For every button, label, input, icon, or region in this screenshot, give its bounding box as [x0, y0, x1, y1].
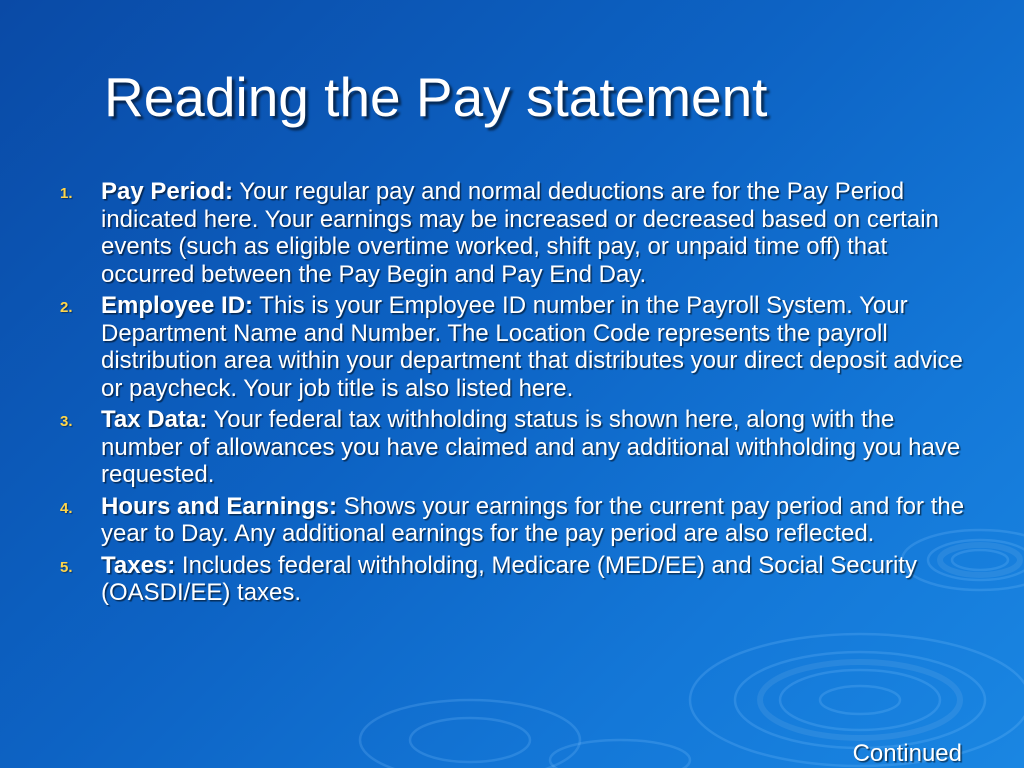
item-number: 2.	[60, 299, 73, 316]
list-item	[0, 552, 981, 607]
item-description: Shows your earnings for the current pay period and for the year to Day. Any additional earnings for the pay period are also reflected.	[101, 492, 965, 547]
item-term: Tax Data:	[101, 406, 208, 433]
list-item	[0, 406, 981, 489]
list-item	[0, 292, 981, 402]
item-description: This is your Employee ID number in the Payroll System. Your Department Name and Number. The Location Code represents the payroll distribution area within your department that distributes your direct deposit advice or paycheck. Your job title is also listed here.	[101, 292, 963, 402]
list-item	[0, 493, 981, 548]
item-description: Your regular pay and normal deductions are for the Pay Period indicated here. Your earnings may be increased or decreased based on certain events (such as eligible overtime worked, shift pay, or unpaid time off) that occurred between the Pay Begin and Pay End Day.	[101, 178, 939, 288]
item-description: Your federal tax withholding status is shown here, along with the number of allowances you have claimed and any additional withholding you have requested.	[101, 406, 961, 488]
slide-title: Reading the Pay statement	[104, 66, 768, 128]
item-term: Employee ID:	[101, 292, 254, 319]
item-number: 4.	[60, 499, 73, 517]
item-term: Hours and Earnings:	[101, 492, 338, 520]
item-number: 3.	[60, 413, 73, 430]
item-description: Includes federal withholding, Medicare (MED/EE) and Social Security (OASDI/EE) taxes.	[101, 551, 917, 606]
pay-statement-list	[0, 178, 1024, 611]
item-number: 5.	[60, 558, 73, 576]
item-term: Pay Period:	[101, 178, 234, 205]
continued-label: Continued	[852, 740, 962, 767]
item-number: 1.	[60, 185, 73, 202]
item-term: Taxes:	[101, 551, 176, 579]
list-item	[0, 178, 981, 288]
